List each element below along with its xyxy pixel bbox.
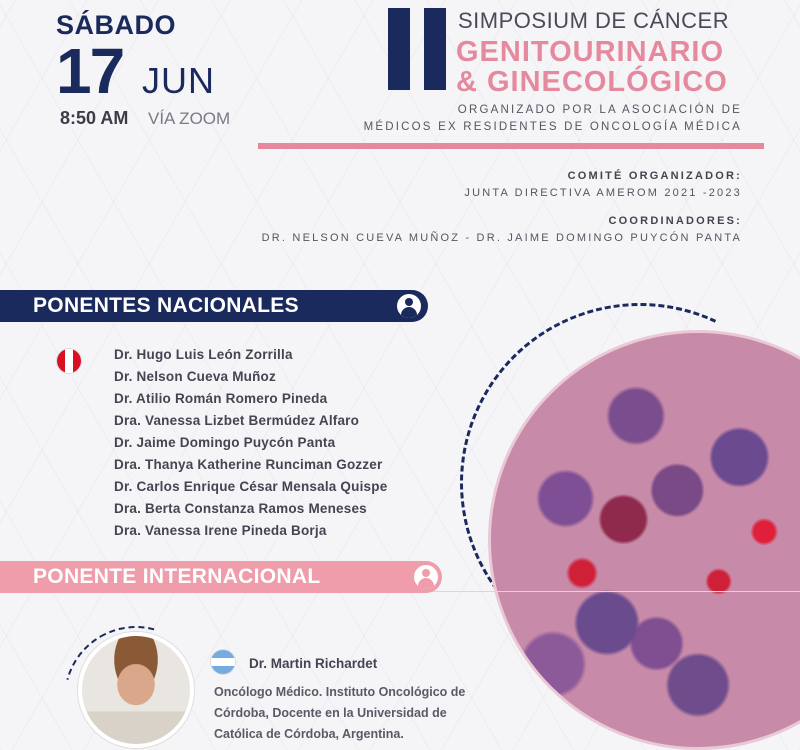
speaker-item: Dra. Vanessa Irene Pineda Borja: [114, 523, 327, 538]
speaker-item: Dra. Vanessa Lizbet Bermúdez Alfaro: [114, 413, 360, 428]
speaker-item: Dr. Nelson Cueva Muñoz: [114, 369, 276, 384]
national-speakers-list: [114, 344, 387, 542]
coordinators-value: DR. NELSON CUEVA MUÑOZ - DR. JAIME DOMINGO PUYCÓN PANTA: [261, 232, 742, 244]
argentina-flag-icon: [211, 650, 235, 674]
speaker-item: Dr. Carlos Enrique César Mensala Quispe: [114, 479, 388, 494]
international-speaker-heading: PONENTE INTERNACIONAL: [33, 565, 321, 588]
event-time: 8:50 AM: [60, 108, 129, 128]
speaker-item: Dr. Jaime Domingo Puycón Panta: [114, 435, 336, 450]
speaker-item: Dra. Thanya Katherine Runciman Gozzer: [114, 457, 383, 472]
peru-flag-icon: [57, 349, 81, 373]
roman-numeral-mark: [388, 8, 446, 90]
user-icon: [414, 565, 438, 589]
committee-value: JUNTA DIRECTIVA AMEROM 2021 -2023: [464, 187, 742, 199]
organizer-line-1: ORGANIZADO POR LA ASOCIACIÓN DE: [457, 104, 742, 116]
event-day-name: SÁBADO: [56, 10, 177, 40]
coordinators-heading: COORDINADORES:: [608, 215, 742, 227]
national-speakers-heading: PONENTES NACIONALES: [33, 294, 299, 317]
title-line-2: GENITOURINARIO: [456, 36, 725, 68]
international-speaker-banner: [0, 561, 442, 593]
divider-rule: [258, 143, 764, 149]
event-day-number: 17: [56, 35, 124, 107]
bio-line: Oncólogo Médico. Instituto Oncológico de: [214, 685, 466, 699]
speaker-photo: [78, 632, 194, 748]
international-speaker-name: Dr. Martin Richardet: [249, 656, 378, 671]
speaker-item: Dr. Atilio Román Romero Pineda: [114, 391, 328, 406]
user-icon: [397, 294, 421, 318]
event-platform: VÍA ZOOM: [148, 109, 231, 128]
title-line-3: & GINECOLÓGICO: [456, 66, 728, 98]
title-line-1: SIMPOSIUM DE CÁNCER: [458, 8, 730, 33]
national-speakers-banner: [0, 290, 428, 322]
committee-heading: COMITÉ ORGANIZADOR:: [567, 170, 742, 182]
speaker-item: Dra. Berta Constanza Ramos Meneses: [114, 501, 367, 516]
speaker-item: Dr. Hugo Luis León Zorrilla: [114, 347, 293, 362]
international-speaker-bio: [214, 682, 494, 745]
bio-line: Católica de Córdoba, Argentina.: [214, 727, 404, 741]
organizer-line-2: MÉDICOS EX RESIDENTES DE ONCOLOGÍA MÉDICA: [363, 121, 742, 133]
event-month: JUN: [142, 60, 215, 101]
bio-line: Córdoba, Docente en la Universidad de: [214, 706, 447, 720]
